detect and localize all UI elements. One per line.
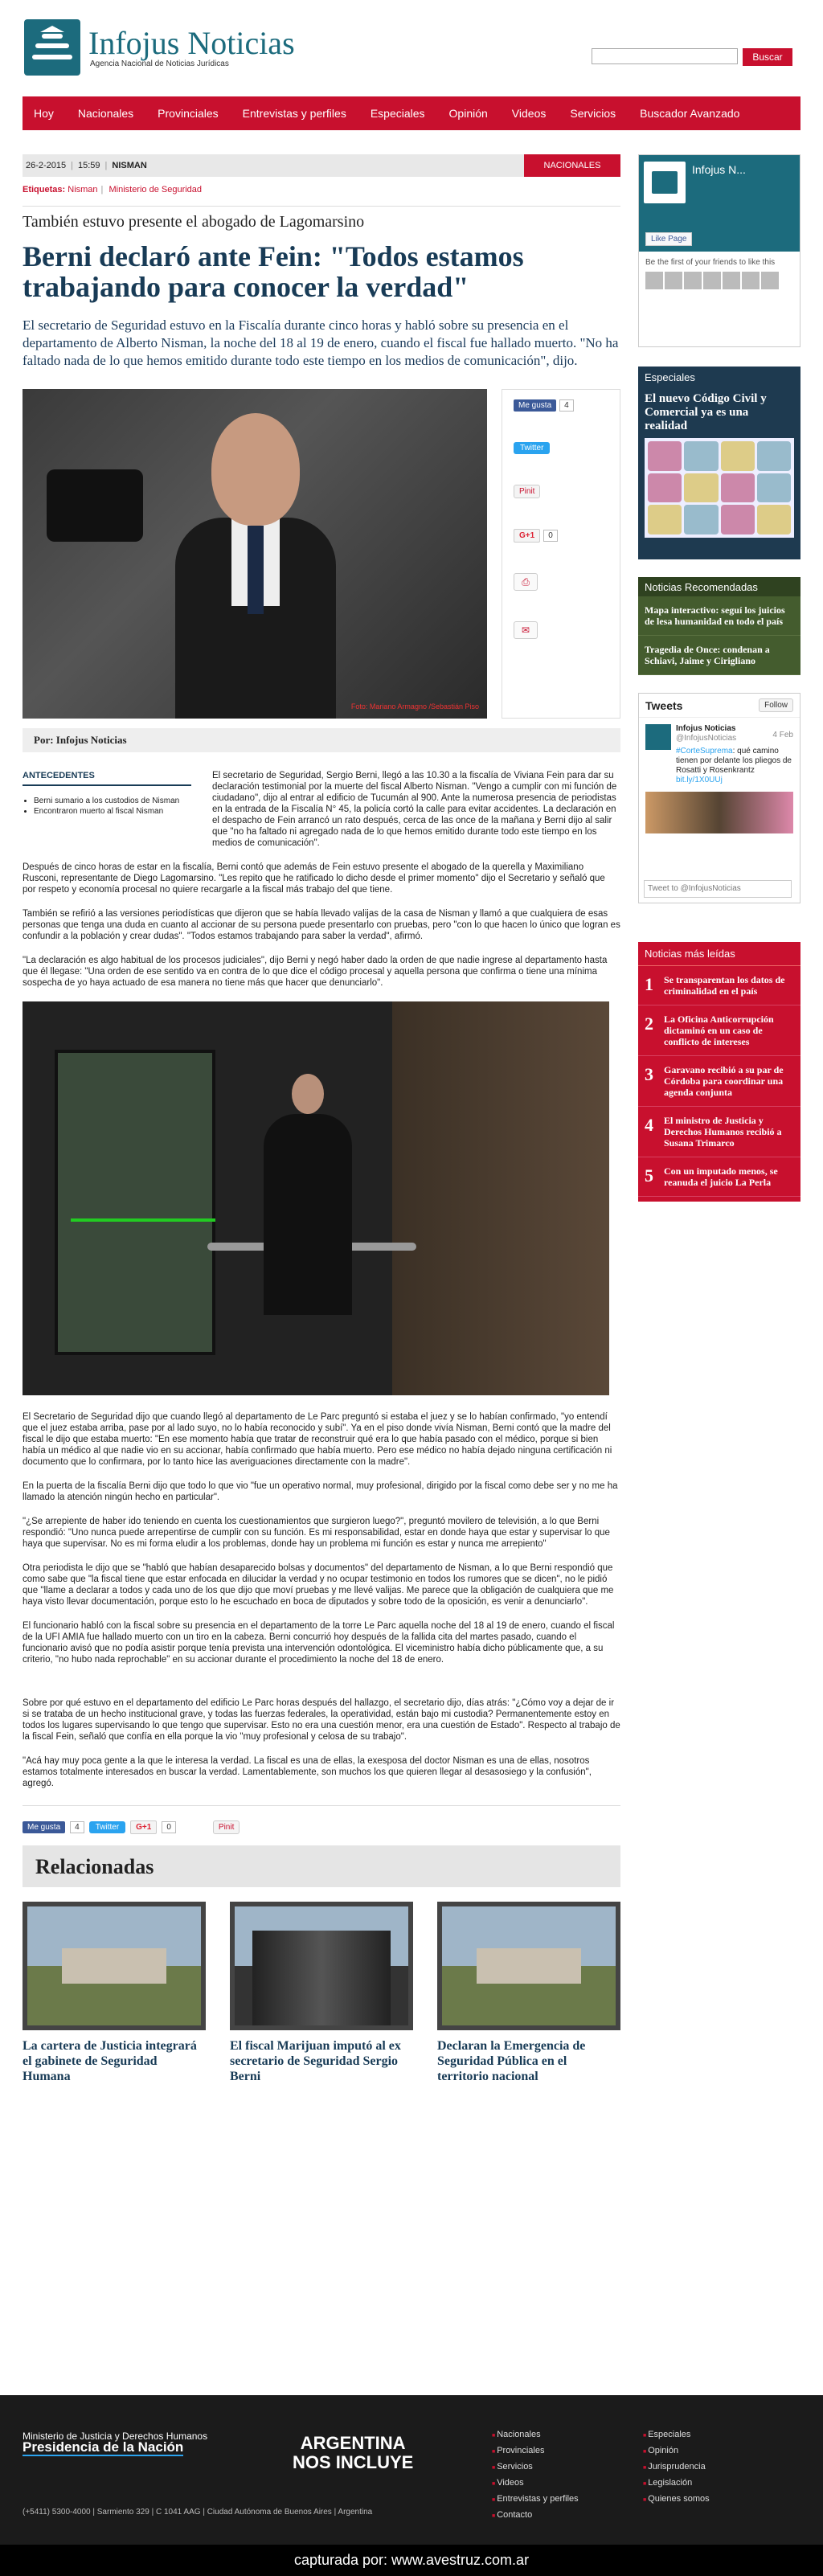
- footer-link[interactable]: ■ Servicios: [492, 2459, 579, 2476]
- facebook-like-button[interactable]: Me gusta: [23, 1821, 65, 1833]
- paragraph: "¿Se arrepiente de haber ido teniendo en cuenta los cuestionamientos que surgieron luego?", preguntó movilero de televisión, a lo que Berni respondió: "Uno nunca puede arrepentirse de cumplir con su función. Es mi responsabilidad, estar en donde haya que estar y supervisar lo que haya que supervisar. No es mi forma eludir a los problemas, donde hay un problema mi función es estar y nunca me arrepiento": [23, 1517, 610, 1549]
- antecedentes-box: [23, 770, 191, 817]
- antecedente-link[interactable]: • Berni sumario a los custodios de Nisman: [34, 796, 191, 806]
- related-thumb[interactable]: [230, 1902, 413, 2030]
- argentina-text-a: ARGENTINA: [300, 2433, 406, 2453]
- site-footer: [0, 2395, 823, 2545]
- logo-title-a: Infojus: [88, 24, 180, 61]
- facebook-page-logo-icon[interactable]: [644, 162, 686, 203]
- paragraph: También se refirió a las versiones periodísticas que dijeron que se había llevado valijas de la casa de Nisman y llamó a que cualquiera de esas personas que tenga una duda en cuanto al accionar de su persona puede presentarlo con pruebas, pero "con lo que hacen lo único que logran es confundir a la población y crear dudas". "Todos estamos trabajando para saber la verdad", afirmó.: [23, 909, 620, 941]
- ministry-logo[interactable]: [23, 2431, 207, 2456]
- nav-provinciales[interactable]: Provinciales: [158, 107, 219, 120]
- facebook-page-name[interactable]: Infojus N...: [692, 163, 746, 176]
- like-count: 4: [70, 1821, 84, 1833]
- mas-leida-item[interactable]: 5 Con un imputado menos, se reanuda el juicio La Perla: [638, 1157, 800, 1197]
- footer-link[interactable]: ■ Especiales: [643, 2427, 710, 2443]
- tags-label: Etiquetas:: [23, 185, 66, 195]
- article-time: 15:59: [78, 161, 100, 170]
- recomendada-item[interactable]: Tragedia de Once: condenan a Schiavi, Jaime y Cirigliano: [638, 636, 800, 675]
- nav-opinion[interactable]: Opinión: [448, 107, 488, 120]
- tweet-date: 4 Feb: [772, 731, 793, 739]
- byline: Por: Infojus Noticias: [23, 728, 620, 752]
- pinterest-button[interactable]: Pinit: [213, 1820, 240, 1834]
- presidency-name: Presidencia de la Nación: [23, 2439, 184, 2455]
- tweet-hashtag[interactable]: #CorteSuprema: [676, 747, 733, 756]
- paragraph: Sobre por qué estuvo en el departamento del edificio Le Parc horas después del hallazgo, el secretario dijo, días atrás: "¿Cómo voy a dejar de ir si se trataba de un hecho institucional grave, y todas las fuerzas federales, la operatividad, están bajo mi custodia? Permanentemente estoy en todos los lugares supervisando lo que tengo que supervisar. Esto no era una cuestión menor, era una cuestión de Estado". Respecto al trabajo de la fiscal Fein, señaló que confía en ella porque la vio "muy profesional y celosa de su trabajo".: [23, 1698, 620, 1742]
- mas-leidas-header: Noticias más leídas: [638, 942, 800, 966]
- argentina-logo: [293, 2434, 413, 2472]
- related-title[interactable]: La cartera de Justicia integrará el gabinete de Seguridad Humana: [23, 2039, 197, 2083]
- tweet-input[interactable]: Tweet to @InfojusNoticias: [644, 880, 792, 898]
- especiales-image[interactable]: [645, 438, 794, 538]
- gplus-count: 0: [162, 1821, 176, 1833]
- footer-link[interactable]: ■ Legislación: [643, 2476, 710, 2492]
- related-header: Relacionadas: [23, 1845, 620, 1887]
- twitter-share-button[interactable]: Twitter: [514, 442, 550, 454]
- search-form: [592, 48, 792, 66]
- recomendadas-header: Noticias Recomendadas: [638, 577, 800, 596]
- logo-subtitle: Agencia Nacional de Noticias Jurídicas: [90, 59, 229, 68]
- footer-link[interactable]: ■ Nacionales: [492, 2427, 579, 2443]
- footer-link[interactable]: ■ Quienes somos: [643, 2492, 710, 2508]
- site-header: [0, 0, 823, 92]
- paragraph: El Secretario de Seguridad dijo que cuando llegó al departamento de Le Parc preguntó si estaba el juez y se lo habían confirmado, "yo entendí que el juez estaba arriba, pase por al lado suyo, no lo había reconocido y subí". Ya en el piso donde vivía Nisman, Berni contó que la madre del fiscal le dijo que estaba muerto: "En ese momento había que tratar de reconstruir qué era lo que había pasado con el médico, porque si bien había un médico al que nadie vio en su accionar, había confirmado que había muerto. Pero ese médico no había dejado ninguna certificación ni documento que lo confirmara, por lo tanto hice las averiguaciones directamente con la madre".: [23, 1412, 612, 1467]
- facebook-like-page-button[interactable]: Like Page: [645, 232, 692, 246]
- footer-link[interactable]: ■ Contacto: [492, 2508, 579, 2524]
- main-photo: [23, 389, 487, 719]
- article-title: Berni declaró ante Fein: "Todos estamos trabajando para conocer la verdad": [23, 240, 524, 303]
- capture-credit: capturada por: www.avestruz.com.ar: [0, 2545, 823, 2576]
- related-thumb[interactable]: [23, 1902, 206, 2030]
- nav-nacionales[interactable]: Nacionales: [77, 107, 134, 120]
- tweet-author[interactable]: Infojus Noticias: [676, 724, 736, 733]
- tweets-header: Tweets: [645, 698, 683, 712]
- article-lead: El secretario de Seguridad estuvo en la Fiscalía durante cinco horas y habló sobre su presencia en el departamento de Alberto Nisman, la noche del 18 al 19 de enero, cuando el fiscal fue hallado muerto. "No ha faltado nada de lo que hemos emitido durante todo este tiempo en los medios de comunicación", dijo.: [23, 317, 619, 368]
- email-icon[interactable]: ✉: [514, 621, 538, 639]
- nav-servicios[interactable]: Servicios: [570, 107, 616, 120]
- secondary-photo: [23, 1001, 609, 1395]
- mas-leida-item[interactable]: 4 El ministro de Justicia y Derechos Humanos recibió a Susana Trimarco: [638, 1107, 800, 1157]
- recomendada-item[interactable]: Mapa interactivo: seguí los juicios de lesa humanidad en todo el país: [638, 596, 800, 636]
- gplus-count: 0: [543, 530, 558, 542]
- argentina-text-b: NOS INCLUYE: [293, 2452, 414, 2472]
- site-logo[interactable]: [24, 19, 295, 76]
- mas-leidas-box: [638, 942, 800, 1202]
- facebook-like-button[interactable]: Me gusta: [514, 399, 556, 412]
- related-list: [23, 1902, 620, 2084]
- tweet-image[interactable]: [645, 792, 793, 833]
- pinterest-button[interactable]: Pinit: [514, 485, 540, 498]
- footer-links-1: [492, 2427, 579, 2524]
- bottom-share-bar: [23, 1805, 620, 1837]
- nav-hoy[interactable]: Hoy: [34, 107, 54, 120]
- article-topic[interactable]: NISMAN: [112, 161, 147, 170]
- article-meta: 26-2-2015 | 15:59 | NISMAN NACIONALES: [23, 154, 620, 177]
- mas-leida-item[interactable]: 1 Se transparentan los datos de criminalidad en el país: [638, 966, 800, 1005]
- search-input[interactable]: [592, 48, 738, 64]
- related-item[interactable]: [230, 1902, 413, 2084]
- logo-title-b: Noticias: [187, 24, 295, 61]
- footer-address: (+5411) 5300-4000 | Sarmiento 329 | C 1041 AAG | Ciudad Autónoma de Buenos Aires | Argentina: [23, 2508, 373, 2517]
- paragraph: Otra periodista le dijo que se "habló que habían desaparecido bolsas y documentos" del departamento de Nisman, a lo que Berni respondió que como sabe que "la fiscal tiene que estar enfocada en dilucidar la verdad y no ocupar testimonio en todos los rumores que se dicen", no le pidió que "llame a declarar a todos y cada uno de los que dijo que moví pruebas y me llevé valijas. Me parece que la obligación de cualquiera que me haya visto llevar documentación, porque esto lo he escuchado en boca de diputados y sobre todo de la oposición, es venir a denunciarlo".: [23, 1563, 614, 1607]
- gplus-button[interactable]: G+1: [130, 1820, 157, 1834]
- paragraph: En la puerta de la fiscalía Berni dijo que todo lo que vio "fue un operativo normal, muy profesional, dirigido por la fiscal como debe ser y no me ha llamado la atención ningún hecho en particular".: [23, 1481, 618, 1502]
- article-column: [23, 154, 620, 2084]
- paragraph: El secretario de Seguridad, Sergio Berni, llegó a las 10.30 a la fiscalía de Viviana Fein para dar su declaración testimonial por la muerte del fiscal Alberto Nisman. "Vengo a cumplir con mi función de ciudadano", dijo al entrar al edificio de Tucumán al 900. Ante la numerosa presencia de periodistas en la entrada de la Fiscalía N° 45, la policía cortó la calle para evitar accidentes. La declaración en el despacho de Fein arrancó un rato después, cerca de las once de la mañana y Berni dijo al salir que "no ha faltado ni agregado nada de lo que hemos emitido durante todo este tiempo en los medios de comunicación".: [212, 771, 617, 848]
- ministry-name: Ministerio de Justicia y Derechos Humanos: [23, 2431, 208, 2442]
- article-body: [23, 770, 620, 1789]
- nav-entrevistas[interactable]: Entrevistas y perfiles: [242, 107, 346, 120]
- tags: Etiquetas: Nisman | Ministerio de Seguridad: [23, 185, 203, 195]
- recomendadas-box: [638, 577, 800, 675]
- related-title[interactable]: El fiscal Marijuan imputó al ex secretario de Seguridad Sergio Berni: [230, 2039, 401, 2083]
- tag-link[interactable]: Nisman: [68, 185, 98, 195]
- related-thumb[interactable]: [437, 1902, 620, 2030]
- footer-link[interactable]: ■ Opinión: [643, 2443, 710, 2459]
- mas-leida-item[interactable]: 2 La Oficina Anticorrupción dictaminó en un caso de conflicto de intereses: [638, 1005, 800, 1056]
- tag-link[interactable]: Ministerio de Seguridad: [109, 185, 203, 195]
- twitter-follow-button[interactable]: Follow: [759, 698, 793, 712]
- nav-especiales[interactable]: Especiales: [370, 107, 425, 120]
- facebook-friends-text: Be the first of your friends to like this: [645, 258, 776, 267]
- twitter-widget: [638, 693, 800, 903]
- footer-link[interactable]: ■ Jurisprudencia: [643, 2459, 710, 2476]
- main-nav: [23, 96, 800, 130]
- related-item[interactable]: [437, 1902, 620, 2084]
- footer-link[interactable]: ■ Entrevistas y perfiles: [492, 2492, 579, 2508]
- print-icon[interactable]: ⎙: [514, 573, 538, 591]
- article-kicker: También estuvo presente el abogado de Lagomarsino: [23, 206, 620, 231]
- mas-leida-item[interactable]: 3 Garavano recibió a su par de Córdoba para coordinar una agenda conjunta: [638, 1056, 800, 1107]
- search-button[interactable]: Buscar: [743, 48, 792, 66]
- twitter-share-button[interactable]: Twitter: [89, 1821, 125, 1833]
- paragraph: "La declaración es algo habitual de los procesos judiciales", dijo Berni y negó haber dado la orden de que nadie ingrese al departamento hasta que él llegase: "Una orden de ese sentido va en contra de lo que dice el código procesal y aquella persona que confirma o tiene una mínima sospecha de yo haya actuado de esa manera no tiene más que hacer que denunciarlo".: [23, 956, 608, 988]
- tweet-text: : qué camino tienen por delante los pliegos de Rosatti y Rosenkrantz: [676, 747, 792, 775]
- footer-link[interactable]: ■ Provinciales: [492, 2443, 579, 2459]
- related-title[interactable]: Declaran la Emergencia de Seguridad Pública en el territorio nacional: [437, 2039, 586, 2083]
- paragraph: "Acá hay muy poca gente a la que le interesa la verdad. La fiscal es una de ellas, la exesposa del doctor Nisman es una de ellas, nosotros estamos totalmente interesados en buscar la verdad. Lamentablemente, son muchos los que quieren llegar al desasosiego y la confusión", agregó.: [23, 1756, 592, 1788]
- facebook-widget: [638, 154, 800, 347]
- sidebar: [638, 154, 800, 1202]
- category-badge[interactable]: NACIONALES: [524, 154, 620, 177]
- friend-avatars: [645, 272, 793, 289]
- paragraph: El funcionario habló con la fiscal sobre su presencia en el departamento de la torre Le Parc aquella noche del 18 al 19 de enero, cuando el fiscal de la UFI AMIA fue hallado muerto con un tiro en la cabeza. Berni concurrió hoy después de la fallida cita del martes pasado, cuando el funcionario avisó que no podía asistir porque tenía prevista una intervención odontológica. El viceministro había dicho públicamente que, a su criterio, "no hubo nada reprochable" en su accionar durante el procedimiento la noche del 18 de enero.: [23, 1621, 615, 1665]
- tweet-handle[interactable]: @InfojusNoticias: [676, 734, 737, 743]
- share-box: [502, 389, 620, 719]
- especiales-box[interactable]: [638, 367, 800, 559]
- avatar[interactable]: [645, 724, 671, 750]
- footer-links-2: [643, 2427, 710, 2508]
- antecedente-link[interactable]: • Encontraron muerto al fiscal Nisman: [34, 806, 191, 817]
- tweet-link[interactable]: bit.ly/1X0UUj: [676, 776, 723, 784]
- especiales-header: Especiales: [638, 367, 800, 387]
- related-item[interactable]: [23, 1902, 206, 2084]
- tweet: [639, 718, 800, 792]
- paragraph: Después de cinco horas de estar en la fiscalía, Berni contó que además de Fein estuvo presente el abogado de la querella y Maximiliano Rusconi, representante de Diego Lagomarsino. "Les repito que he ratificado lo dicho desde el primer momento" dijo el Secretario y señaló que por respeto y economía procesal no quiere recargarle a la fiscal más trabajo del que tiene.: [23, 862, 605, 895]
- nav-videos[interactable]: Videos: [511, 107, 547, 120]
- article-date: 26-2-2015: [26, 161, 67, 170]
- gplus-button[interactable]: G+1: [514, 529, 540, 543]
- logo-icon: [24, 19, 80, 76]
- footer-link[interactable]: ■ Videos: [492, 2476, 579, 2492]
- antecedentes-title: ANTECEDENTES: [23, 770, 191, 786]
- especiales-title[interactable]: El nuevo Código Civil y Comercial ya es una realidad: [645, 392, 767, 432]
- like-count: 4: [559, 399, 574, 412]
- photo-caption: Foto: Mariano Armagno /Sebastián Piso: [350, 702, 479, 711]
- nav-buscador[interactable]: Buscador Avanzado: [640, 107, 740, 120]
